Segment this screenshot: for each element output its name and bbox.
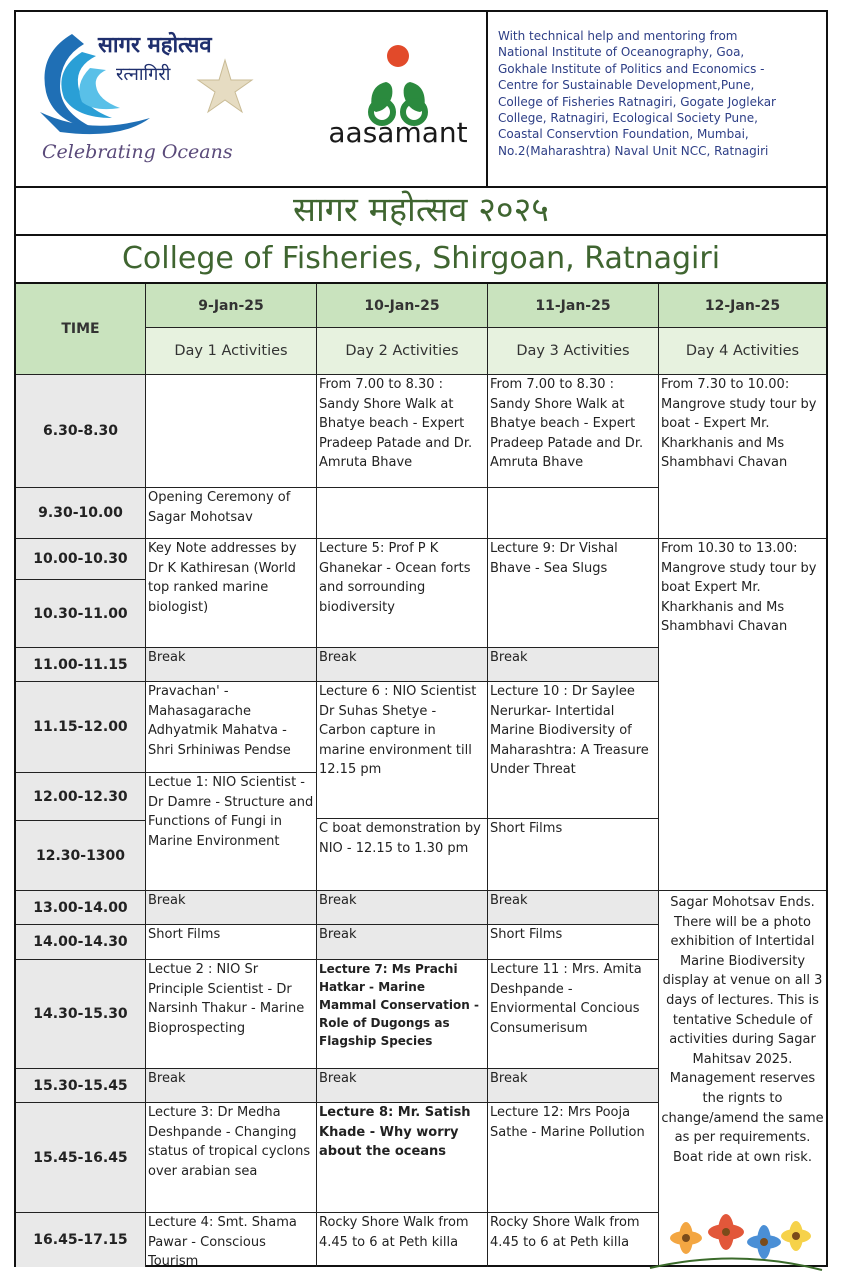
- mentor-line: College, Ratnagiri, Ecological Society Pune,: [498, 111, 758, 126]
- mentor-line: Centre for Sustainable Development,Pune,: [498, 78, 755, 93]
- break-cell: Break: [317, 925, 488, 960]
- activity-cell: Lectue 2 : NIO Sr Principle Scientist - Dr Narsinh Thakur - Marine Bioprospecting: [146, 960, 317, 1069]
- activity-cell: Pravachan' - Mahasagarache Adhyatmik Mahatva - Shri Srhiniwas Pendse: [146, 682, 317, 773]
- mentor-line: Gokhale Institute of Politics and Economics -: [498, 61, 765, 76]
- activity-cell: Rocky Shore Walk from 4.45 to 6 at Peth killa: [317, 1213, 488, 1267]
- activity-cell: Lecture 4: Smt. Shama Pawar - Conscious Tourism: [146, 1213, 317, 1267]
- activity-cell: Lecture 10 : Dr Saylee Nerurkar- Intertidal Marine Biodiversity of Maharashtra: A Treasure Under Threat: [488, 682, 659, 819]
- activity-cell: Lectue 1: NIO Scientist - Dr Damre - Structure and Functions of Fungi in Marine Environment: [146, 773, 317, 891]
- activity-cell: Lecture 12: Mrs Pooja Sathe - Marine Pollution: [488, 1103, 659, 1213]
- closing-notice: Sagar Mohotsav Ends. There will be a photo exhibition of Intertidal Marine Biodiversity display at venue on all 3 days of lectures. This is tentative Schedule of activities during Sagar Mahitsav 2025. Management reserves the rignts to change/amend the same as per requirements. Boat ride at own risk.: [661, 895, 824, 1165]
- time-slot: 12.30-1300: [16, 821, 146, 891]
- break-cell: Break: [317, 648, 488, 682]
- logo-devanagari-text: सागर महोत्सव: [98, 33, 212, 58]
- activity-cell: From 7.00 to 8.30 : Sandy Shore Walk at Bhatye beach - Expert Pradeep Patade and Dr. Amruta Bhave: [488, 375, 659, 488]
- date-header: 9-Jan-25: [146, 284, 317, 328]
- activity-cell: From 10.30 to 13.00: Mangrove study tour by boat Expert Mr. Kharkhanis and Ms Shambhavi Chavan: [659, 539, 826, 891]
- activity-cell: From 7.00 to 8.30 : Sandy Shore Walk at Bhatye beach - Expert Pradeep Patade and Dr. Amruta Bhave: [317, 375, 488, 488]
- break-cell: Break: [317, 891, 488, 925]
- venue-title: College of Fisheries, Shirgoan, Ratnagiri: [121, 241, 721, 276]
- activity-cell: Key Note addresses by Dr K Kathiresan (World top ranked marine biologist): [146, 539, 317, 648]
- mentor-line: With technical help and mentoring from: [498, 29, 738, 43]
- break-cell: Break: [488, 1069, 659, 1103]
- activity-cell: Lecture 11 : Mrs. Amita Deshpande - Enviormental Concious Consumerisum: [488, 960, 659, 1069]
- mentor-text: [498, 28, 824, 159]
- page-title: सागर महोत्सव २०२५: [293, 190, 549, 230]
- time-slot: 15.30-15.45: [16, 1069, 146, 1103]
- sagar-mahotsav-logo: [20, 14, 284, 182]
- date-header: 11-Jan-25: [488, 284, 659, 328]
- activity-cell: Short Films: [146, 925, 317, 960]
- mentor-box: [486, 12, 828, 186]
- time-slot: 14.00-14.30: [16, 925, 146, 960]
- activity-cell: Short Films: [488, 925, 659, 960]
- time-slot: 14.30-15.30: [16, 960, 146, 1069]
- empty-cell: [488, 488, 659, 539]
- break-cell: Break: [146, 891, 317, 925]
- activity-cell: Short Films: [488, 819, 659, 891]
- break-cell: Break: [146, 648, 317, 682]
- logo-tagline-text: Celebrating Oceans: [42, 141, 233, 163]
- activity-cell: C boat demonstration by NIO - 12.15 to 1.30 pm: [317, 819, 488, 891]
- time-slot: 10.00-10.30: [16, 539, 146, 580]
- activity-cell: Lecture 3: Dr Medha Deshpande - Changing status of tropical cyclons over arabian sea: [146, 1103, 317, 1213]
- time-slot: 11.00-11.15: [16, 648, 146, 682]
- day-header: Day 1 Activities: [146, 328, 317, 375]
- aasamant-logo: [298, 34, 498, 174]
- day-header: Day 2 Activities: [317, 328, 488, 375]
- time-slot: 13.00-14.00: [16, 891, 146, 925]
- activity-cell: Lecture 6 : NIO Scientist Dr Suhas Shetye - Carbon capture in marine environment till 12.15 pm: [317, 682, 488, 819]
- title-bar: [16, 186, 826, 236]
- time-slot: 16.45-17.15: [16, 1213, 146, 1267]
- venue-bar: [16, 236, 826, 284]
- schedule-table: [16, 284, 826, 1267]
- time-slot: 12.00-12.30: [16, 773, 146, 821]
- date-header: 10-Jan-25: [317, 284, 488, 328]
- mentor-line: National Institute of Oceanography, Goa,: [498, 45, 745, 60]
- day-header: Day 4 Activities: [659, 328, 826, 375]
- logo-place-text: रत्नागिरी: [116, 64, 171, 85]
- flower-decoration: [646, 1208, 826, 1280]
- empty-cell: [317, 488, 488, 539]
- break-cell: Break: [488, 648, 659, 682]
- activity-cell: Rocky Shore Walk from 4.45 to 6 at Peth killa: [488, 1213, 659, 1267]
- schedule-sheet: [14, 10, 828, 1267]
- mentor-line: College of Fisheries Ratnagiri, Gogate Joglekar: [498, 94, 776, 109]
- time-header: TIME: [16, 284, 146, 375]
- activity-cell: Lecture 7: Ms Prachi Hatkar - Marine Mammal Conservation - Role of Dugongs as Flagship Species: [317, 960, 488, 1069]
- mentor-line: No.2(Maharashtra) Naval Unit NCC, Ratnagiri: [498, 143, 769, 158]
- time-slot: 6.30-8.30: [16, 375, 146, 488]
- day-header: Day 3 Activities: [488, 328, 659, 375]
- activity-cell: From 7.30 to 10.00: Mangrove study tour by boat - Expert Mr. Kharkhanis and Ms Shambhavi Chavan: [659, 375, 826, 539]
- mentor-line: Coastal Conservtion Foundation, Mumbai,: [498, 127, 749, 142]
- break-cell: Break: [317, 1069, 488, 1103]
- break-cell: Break: [146, 1069, 317, 1103]
- time-slot: 15.45-16.45: [16, 1103, 146, 1213]
- activity-cell: Opening Ceremony of Sagar Mohotsav: [146, 488, 317, 539]
- aasamant-text: aasamant: [328, 116, 468, 149]
- empty-cell: [146, 375, 317, 488]
- break-cell: Break: [488, 891, 659, 925]
- activity-cell: Lecture 5: Prof P K Ghanekar - Ocean forts and sorrounding biodiversity: [317, 539, 488, 648]
- date-header: 12-Jan-25: [659, 284, 826, 328]
- time-slot: 10.30-11.00: [16, 580, 146, 648]
- activity-cell: Lecture 9: Dr Vishal Bhave - Sea Slugs: [488, 539, 659, 648]
- header: [16, 12, 826, 188]
- time-slot: 9.30-10.00: [16, 488, 146, 539]
- time-slot: 11.15-12.00: [16, 682, 146, 773]
- activity-cell: Lecture 8: Mr. Satish Khade - Why worry about the oceans: [317, 1103, 488, 1213]
